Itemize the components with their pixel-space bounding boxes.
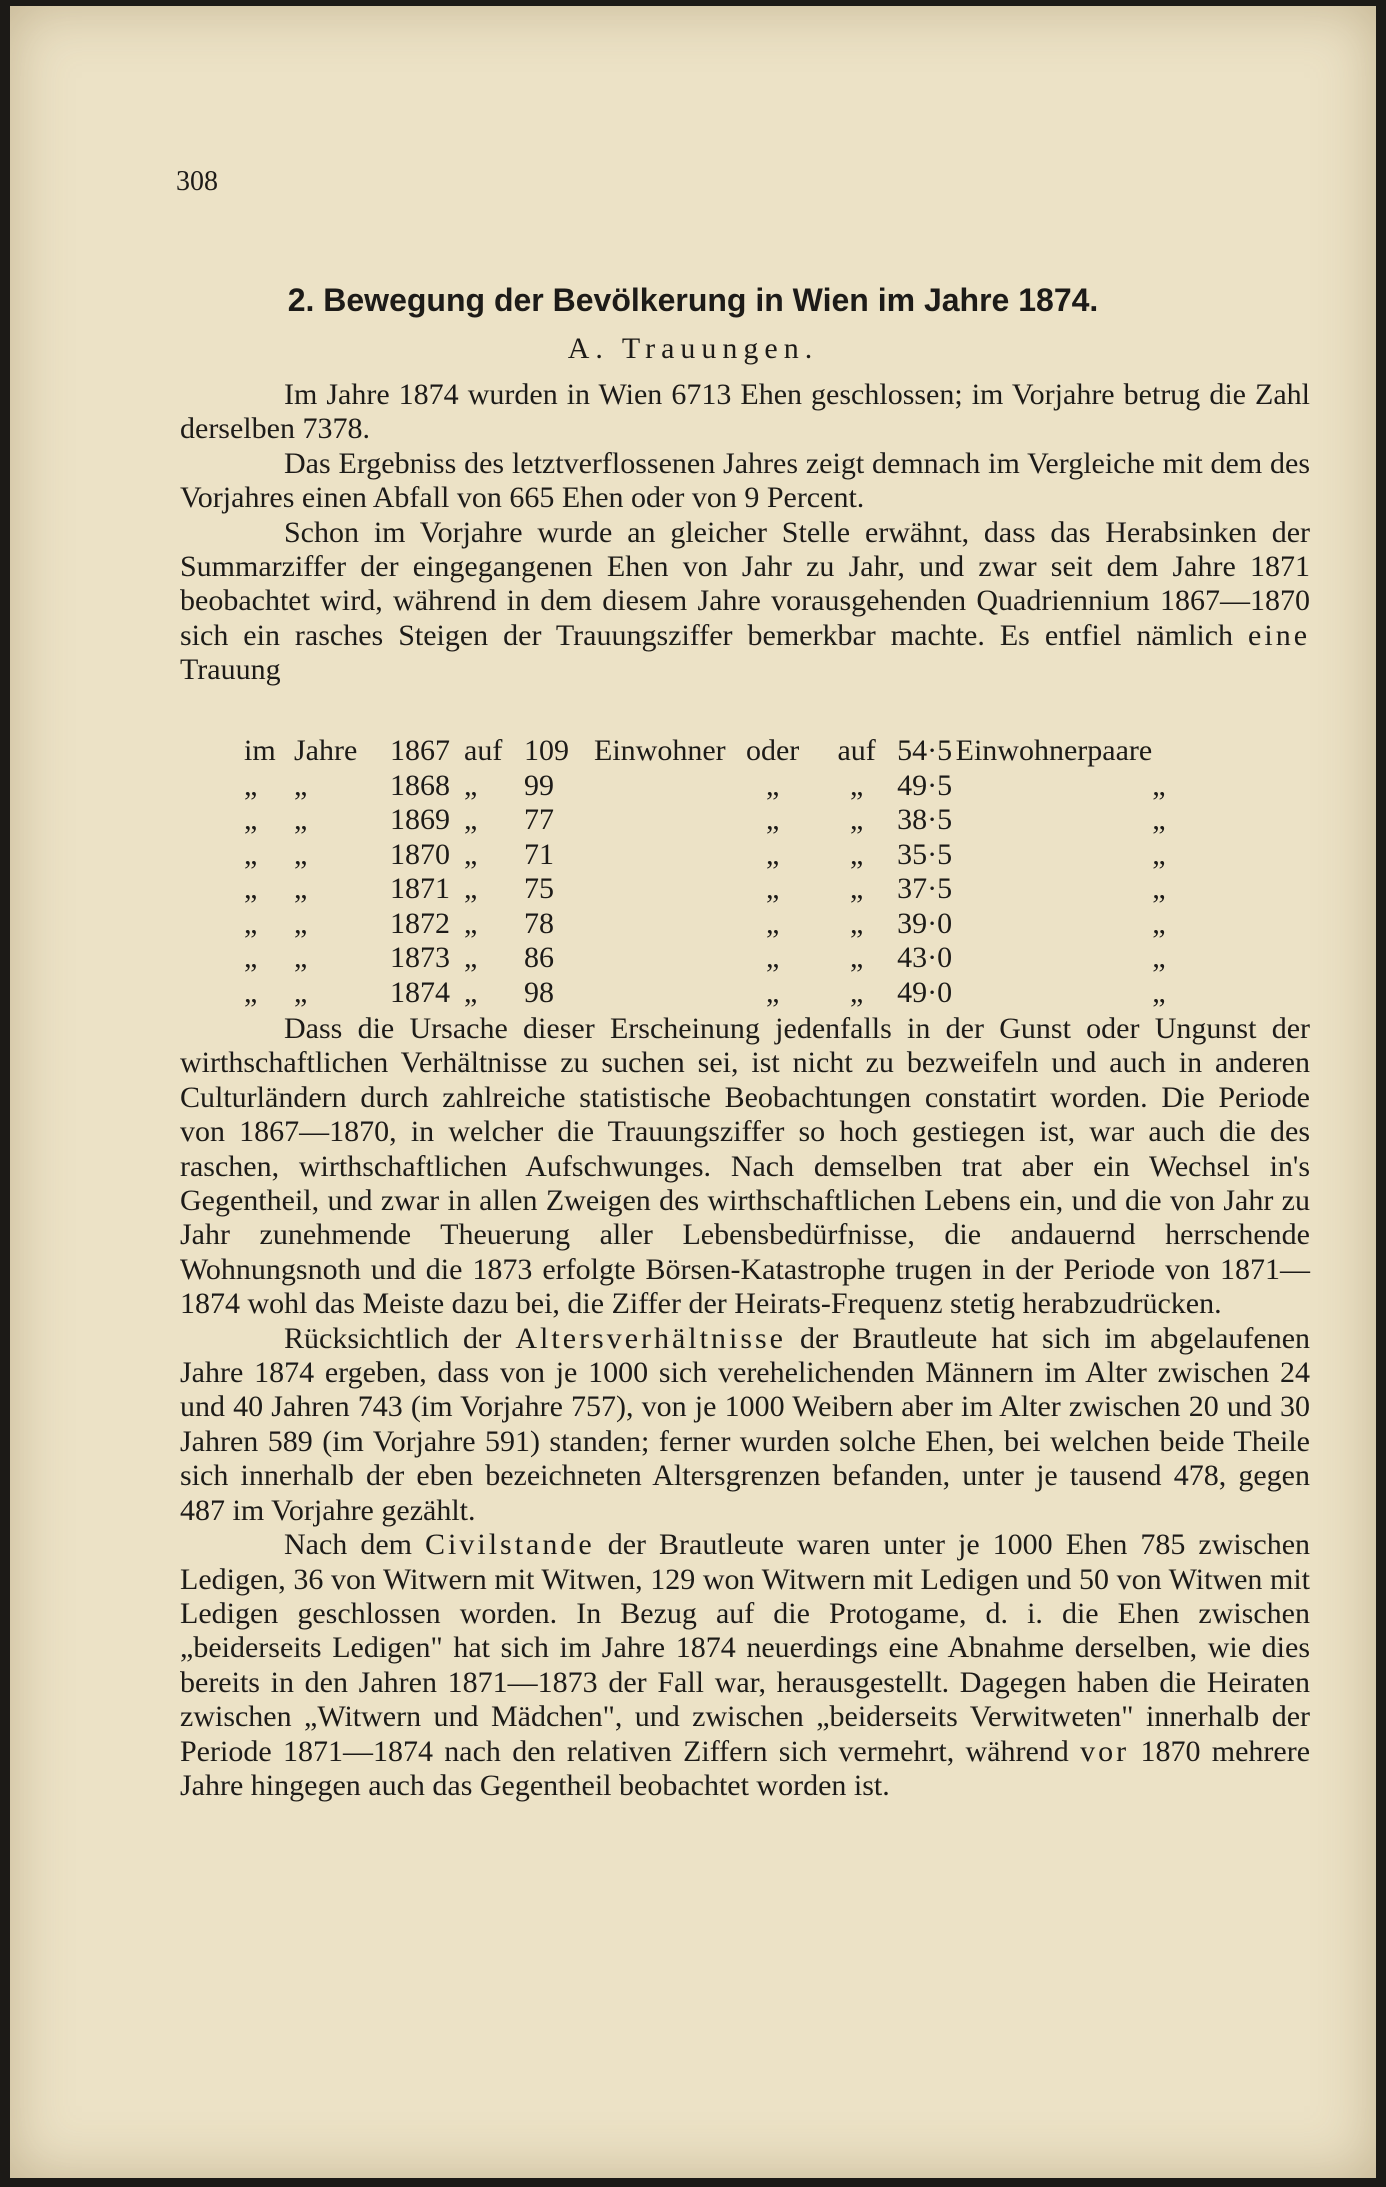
table-cell-c1: „ [294, 941, 308, 975]
table-cell-c6: „ [765, 941, 780, 975]
table-cell-c5: Einwohner [594, 734, 726, 768]
table-cell-c9 [956, 976, 1153, 1011]
table-row [244, 976, 1192, 1011]
table-cell-c1: „ [294, 906, 308, 940]
table-cell-c0: „ [244, 975, 258, 1009]
table-cell-c6: „ [765, 768, 780, 802]
table-cell-c6: oder [745, 734, 800, 768]
table-cell-c3: „ [464, 906, 478, 940]
table-cell-pairs: 38·5 [897, 803, 953, 837]
table-cell-c1: „ [294, 837, 308, 871]
table-cell-c5 [594, 907, 726, 942]
table-cell-year: 1867 [390, 734, 450, 768]
paragraph-6-middle: der Brautleute waren unter je 1000 Ehen 785 zwischen Ledigen, 36 von Witwern mit Witwen, 129 won Witwern mit Ledigen und 50 von Witwen mit Ledigen geschlossen worden. In Bezug auf die Protogame, d. i. die Ehen zwischen „beiderseits Ledigen" hat sich im Jahre 1874 neuerdings eine Abnahme derselben, wie dies bereits in den Jahren 1871—1873 der Fall war, herausgestellt. Dagegen haben die Heiraten zwischen „Witwern und Mädchen", und zwischen „beiderseits Verwitweten" innerhalb der Periode 1871—1874 nach den relativen Ziffern sich vermehrt, während [180, 1528, 1311, 1768]
table-cell-c0: „ [244, 837, 258, 871]
table-cell-c6: „ [765, 906, 780, 940]
table-cell-c3: auf [464, 734, 503, 768]
table-cell-c7: „ [849, 906, 864, 940]
paragraph-6-start: Nach dem [284, 1528, 412, 1562]
table-cell-c5 [594, 838, 726, 873]
body-text [180, 1012, 1310, 1803]
table-cell-c1: „ [294, 975, 308, 1009]
table-cell-inhabitants: 77 [524, 803, 554, 837]
table-cell-c0: „ [244, 768, 258, 802]
table-cell-c9 [956, 803, 1153, 838]
table-cell-c10: „ [1152, 941, 1166, 975]
table-row [244, 803, 1192, 838]
table-cell-c7: „ [849, 837, 864, 871]
table-cell-c9: Einwohnerpaare [955, 734, 1153, 768]
table-cell-year: 1872 [390, 906, 450, 940]
table-cell-c7: „ [849, 803, 864, 837]
table-cell-c9 [956, 941, 1153, 976]
table-row [244, 941, 1192, 976]
table-cell-pairs: 54·5 [897, 734, 953, 768]
table-cell-c0: „ [244, 872, 258, 906]
table-cell-year: 1869 [390, 803, 450, 837]
table-cell-year: 1871 [390, 872, 450, 906]
paragraph-3 [180, 516, 1310, 688]
table-cell-c7: „ [849, 975, 864, 1009]
table-row [244, 838, 1192, 873]
table-cell-c6: „ [765, 803, 780, 837]
paragraph-6-emphasis-2: vor [1080, 1734, 1130, 1768]
table-cell-c10: „ [1152, 837, 1166, 871]
table-cell-c0: „ [244, 906, 258, 940]
table-cell-c9 [956, 838, 1153, 873]
table-row [244, 872, 1192, 907]
paragraph-4: Dass die Ursache dieser Erscheinung jedenfalls in der Gunst oder Ungunst der wirthschaftlichen Verhältnisse zu suchen sei, ist nicht zu bezweifeln und auch in anderen Culturländern durch zahlreiche statistische Beobachtungen constatirt worden. Die Periode von 1867—1870, in welcher die Trauungsziffer so hoch gestiegen ist, war auch die des raschen, wirthschaftlichen Aufschwunges. Nach demselben trat aber ein Wechsel in's Gegentheil, und zwar in allen Zweigen des wirthschaftlichen Lebens ein, und die von Jahr zu Jahr zunehmende Theuerung aller Lebensbedürfnisse, die andauernd herrschende Wohnungsnoth und die 1873 erfolgte Börsen-Katastrophe trugen in der Periode von 1871—1874 wohl das Meiste dazu bei, die Ziffer der Heirats-Frequenz stetig herabzudrücken. [180, 1012, 1310, 1321]
table-cell-pairs: 49·0 [897, 975, 953, 1009]
paragraph-1: Im Jahre 1874 wurden in Wien 6713 Ehen geschlossen; im Vorjahre betrug die Zahl derselben 7378. [180, 378, 1310, 446]
table-cell-inhabitants: 99 [524, 768, 554, 802]
table-row [244, 907, 1192, 942]
table-cell-year: 1873 [390, 941, 450, 975]
table-cell-c0: im [244, 734, 276, 768]
table-cell-c3: „ [464, 872, 478, 906]
table-cell-inhabitants: 71 [524, 837, 554, 871]
table-cell-c10: „ [1152, 975, 1166, 1009]
table-cell-c3: „ [464, 941, 478, 975]
table-cell-c0: „ [244, 803, 258, 837]
table-cell-c1: Jahre [294, 734, 358, 768]
intro-text [180, 378, 1310, 688]
table-cell-c7: „ [849, 768, 864, 802]
table-cell-c7: „ [849, 941, 864, 975]
table-cell-c3: „ [464, 975, 478, 1009]
table-cell-c3: „ [464, 837, 478, 871]
paragraph-3-end: Trauung [180, 653, 281, 687]
table-cell-c9 [956, 907, 1153, 942]
table-row [244, 734, 1192, 769]
paragraph-2: Das Ergebniss des letztverflossenen Jahres zeigt demnach im Vergleiche mit dem des Vorjahres einen Abfall von 665 Ehen oder von 9 Percent. [180, 446, 1310, 515]
page [10, 6, 1376, 2178]
table-cell-c10: „ [1152, 906, 1166, 940]
table-cell-year: 1870 [390, 837, 450, 871]
table-cell-c3: „ [464, 768, 478, 802]
paragraph-3-emphasis: eine [1248, 618, 1311, 652]
table-cell-inhabitants: 75 [524, 872, 554, 906]
table-cell-c1: „ [294, 872, 308, 906]
paragraph-3-start: Schon im Vorjahre wurde an gleicher Stelle erwähnt, dass das Herabsinken der Summarziffer der eingegangenen Ehen von Jahr zu Jahr, und zwar seit dem Jahre 1871 beobachtet wird, während in dem diesem Jahre vorausgehenden Quadriennium 1867—1870 sich ein rasches Steigen der Trauungsziffer bemerkbar machte. Es entfiel nämlich [180, 515, 1310, 652]
table-cell-c10: „ [1152, 872, 1166, 906]
table-cell-year: 1868 [390, 768, 450, 802]
table-cell-c10: „ [1152, 803, 1166, 837]
table-cell-c1: „ [294, 803, 308, 837]
table-cell-inhabitants: 98 [524, 975, 554, 1009]
paragraph-6 [180, 1528, 1310, 1803]
table-cell-c10 [1152, 734, 1192, 769]
paragraph-5-start: Rücksichtlich der [284, 1321, 502, 1355]
table-cell-pairs: 37·5 [897, 872, 953, 906]
table-cell-pairs: 39·0 [897, 906, 953, 940]
table-cell-c9 [956, 769, 1153, 804]
paragraph-5-end: der Brautleute hat sich im abgelaufenen Jahre 1874 ergeben, dass von je 1000 sich verehelichenden Männern im Alter zwischen 24 und 40 Jahren 743 (im Vorjahre 757), von je 1000 Weibern aber im Alter zwischen 20 und 30 Jahren 589 (im Vorjahre 591) standen; ferner wurden solche Ehen, bei welchen beide Theile sich innerhalb der eben bezeichneten Altersgrenzen befanden, unter je tausend 478, gegen 487 im Vorjahre gezählt. [180, 1321, 1311, 1527]
table-cell-inhabitants: 78 [524, 906, 554, 940]
paragraph-6-end: 1870 mehrere Jahre hingegen auch das Gegentheil beobachtet worden ist. [180, 1734, 1311, 1802]
table-cell-pairs: 35·5 [897, 837, 953, 871]
table-cell-c5 [594, 976, 726, 1011]
paragraph-5 [180, 1322, 1310, 1528]
table-cell-inhabitants: 109 [524, 734, 569, 768]
table-cell-c9 [956, 872, 1153, 907]
table-cell-c5 [594, 872, 726, 907]
table-cell-pairs: 49·5 [897, 768, 953, 802]
table-cell-c10: „ [1152, 768, 1166, 802]
table-cell-c0: „ [244, 941, 258, 975]
table-cell-year: 1874 [390, 975, 450, 1009]
section-heading: A. Trauungen. [567, 332, 819, 365]
table-cell-c5 [594, 803, 726, 838]
table-cell-inhabitants: 86 [524, 941, 554, 975]
paragraph-6-emphasis: Civilstande [425, 1528, 595, 1562]
table-cell-c6: „ [765, 872, 780, 906]
page-number: 308 [176, 166, 218, 197]
table-cell-c6: „ [765, 975, 780, 1009]
table-cell-c7: auf [837, 734, 876, 768]
table-cell-c1: „ [294, 768, 308, 802]
table-cell-c7: „ [849, 872, 864, 906]
table-row [244, 769, 1192, 804]
table-cell-pairs: 43·0 [897, 941, 953, 975]
table-cell-c3: „ [464, 803, 478, 837]
page-title: 2. Bewegung der Bevölkerung in Wien im Jahre 1874. [287, 282, 1099, 318]
table-cell-c5 [594, 941, 726, 976]
marriage-ratio-table [244, 734, 1192, 1010]
paragraph-5-emphasis: Altersverhältnisse [515, 1321, 786, 1355]
table-cell-c5 [594, 769, 726, 804]
table-cell-c6: „ [765, 837, 780, 871]
